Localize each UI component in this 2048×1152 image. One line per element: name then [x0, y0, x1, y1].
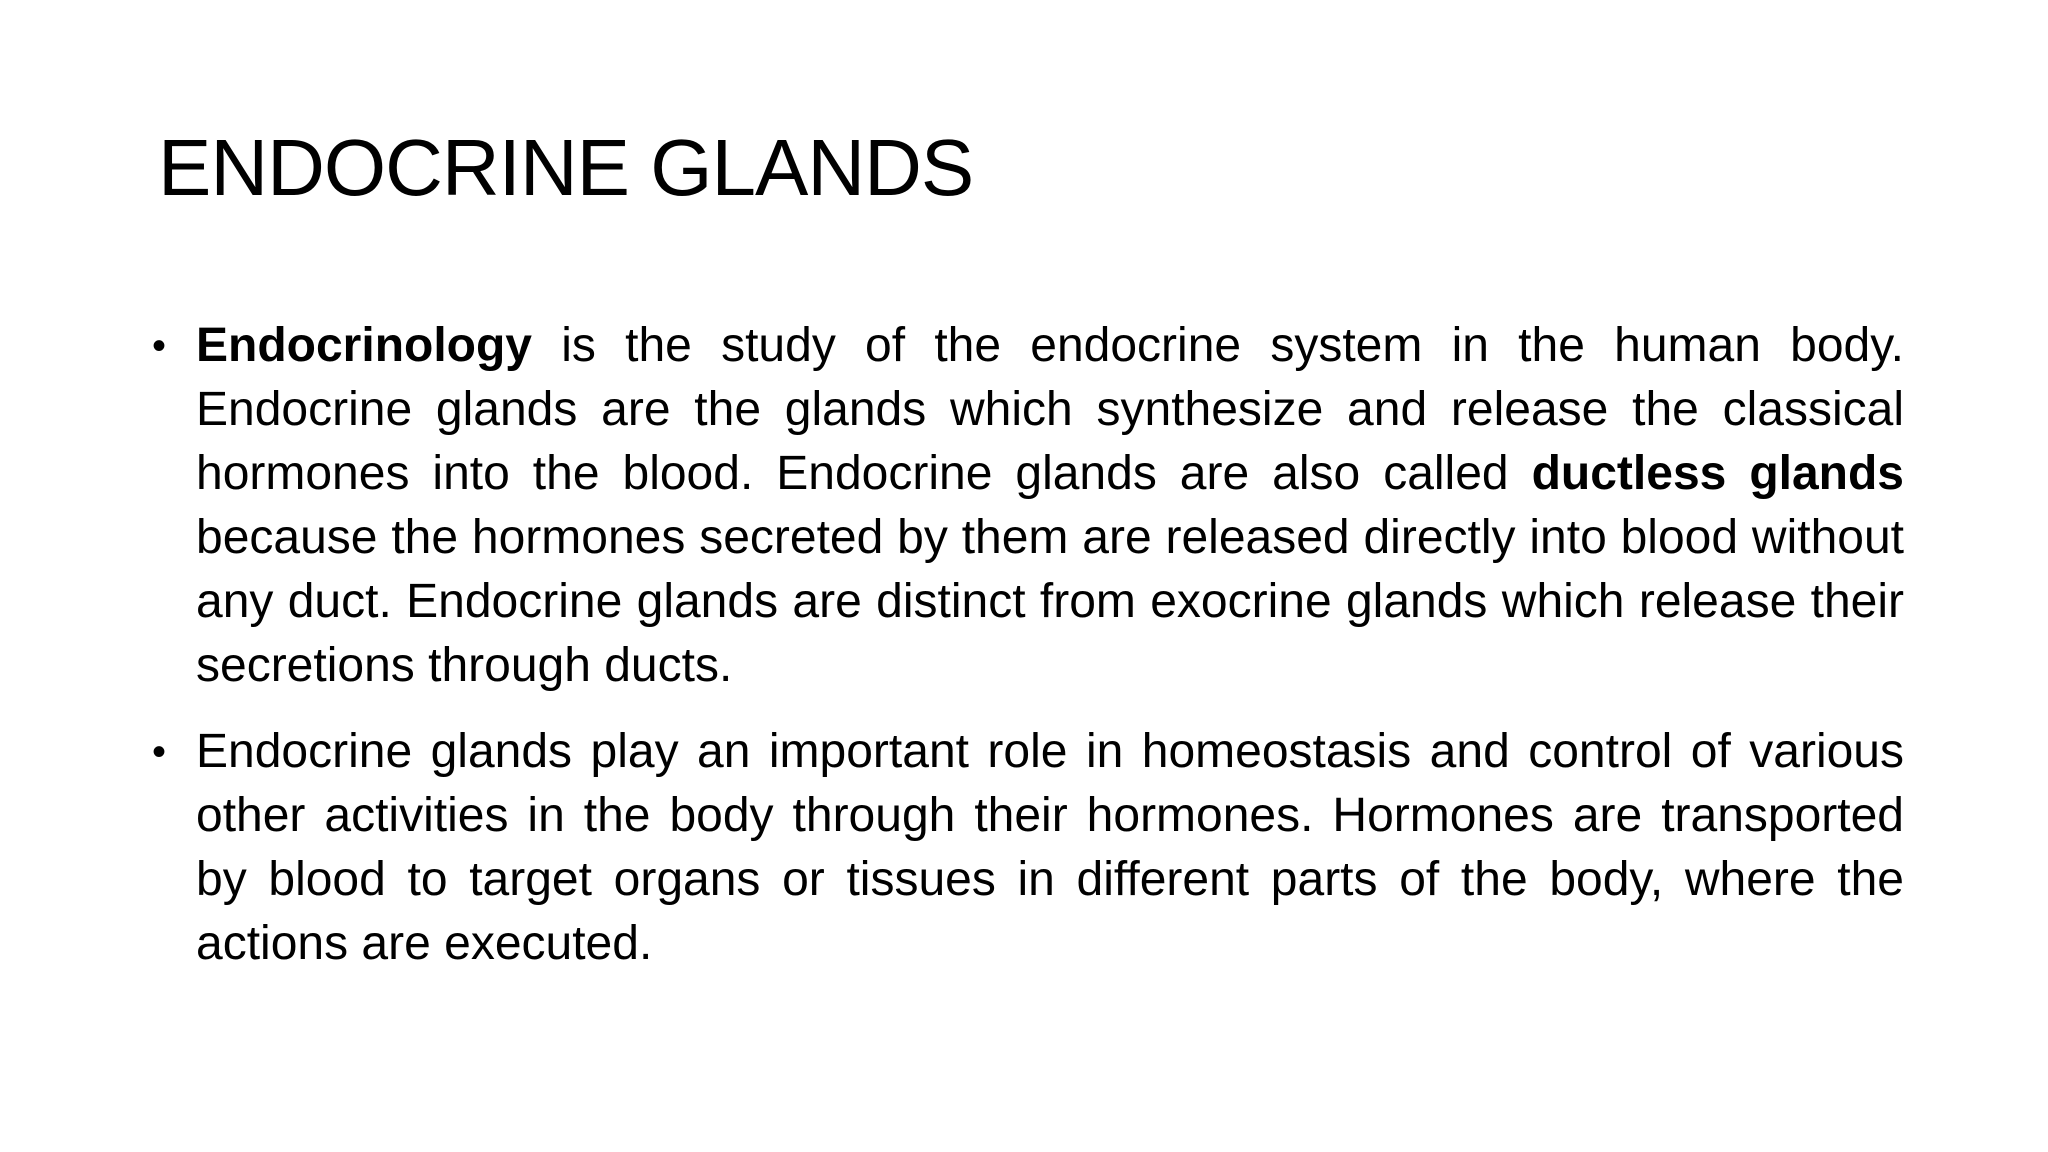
bullet-text-part: Endocrine glands play an important role in homeostasis and control of various other activities in the body through their hormones. Hormones are transported by blood to target organs or tissues in different parts of the body, where the actions are executed. [196, 725, 1904, 970]
bullet-text-part: is the study of the endocrine system in the human body. Endocrine glands are the glands which synthesize and release the classical hormones into the blood. Endocrine glands are also called [196, 319, 1904, 500]
slide-title: ENDOCRINE GLANDS [158, 123, 974, 212]
bullet-item-endocrinology [152, 314, 1904, 698]
bullet-icon: • [152, 730, 167, 774]
bold-term-endocrinology: Endocrinology [196, 319, 532, 372]
bullet-item-homeostasis [152, 720, 1904, 976]
bold-term-ductless-glands: ductless glands [1531, 447, 1905, 500]
bullet-icon: • [152, 324, 167, 368]
bullet-text-part: because the hormones secreted by them are released directly into blood without any duct. Endocrine glands are distinct from exocrine glands which release their secretions through ducts. [196, 511, 1904, 692]
bullet-list [152, 314, 1904, 998]
